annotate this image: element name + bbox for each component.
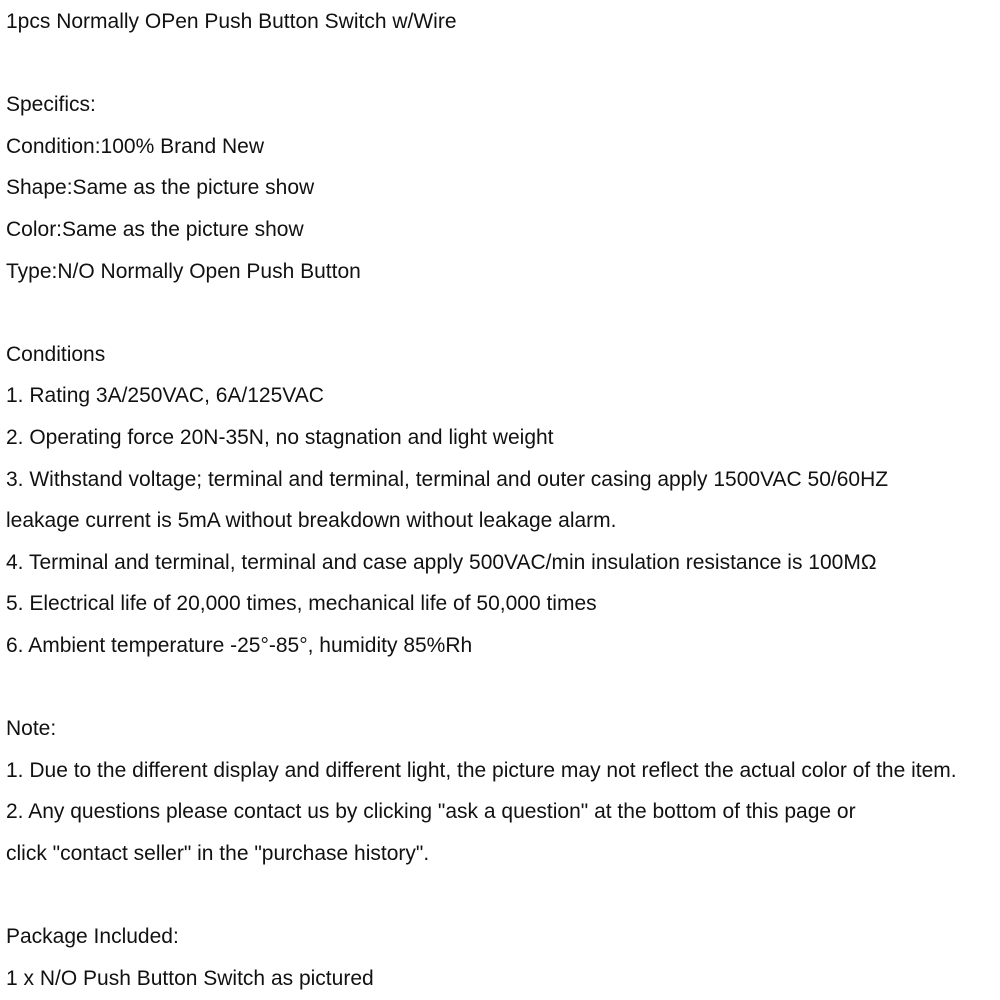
text-line: 5. Electrical life of 20,000 times, mechanical life of 50,000 times	[6, 592, 597, 616]
text-line: leakage current is 5mA without breakdown without leakage alarm.	[6, 509, 617, 533]
text-line: 2. Any questions please contact us by clicking "ask a question" at the bottom of this page or	[6, 800, 856, 824]
text-line: Shape:Same as the picture show	[6, 176, 315, 200]
document-section	[6, 708, 1000, 874]
text-line: Color:Same as the picture show	[6, 217, 304, 241]
text-line: 1. Due to the different display and different light, the picture may not reflect the actual color of the item.	[6, 758, 957, 782]
document-section	[6, 916, 1000, 999]
text-line: 1. Rating 3A/250VAC, 6A/125VAC	[6, 384, 324, 408]
text-line: 4. Terminal and terminal, terminal and case apply 500VAC/min insulation resistance is 100MΩ	[6, 550, 877, 574]
text-line: 1 x N/O Push Button Switch as pictured	[6, 966, 374, 990]
text-line: Condition:100% Brand New	[6, 134, 264, 158]
document-sections	[6, 84, 1000, 999]
section-heading: Specifics:	[6, 93, 96, 117]
text-line: 6. Ambient temperature -25°-85°, humidity 85%Rh	[6, 633, 473, 657]
text-line: 2. Operating force 20N-35N, no stagnation and light weight	[6, 425, 554, 449]
section-heading: Package Included:	[6, 925, 179, 949]
page-title: 1pcs Normally OPen Push Button Switch w/Wire	[6, 10, 457, 33]
section-heading: Conditions	[6, 342, 106, 366]
text-line: Type:N/O Normally Open Push Button	[6, 259, 361, 283]
section-heading: Note:	[6, 717, 57, 741]
text-line: 3. Withstand voltage; terminal and terminal, terminal and outer casing apply 1500VAC 50/60HZ	[6, 467, 889, 491]
document-section	[6, 84, 1000, 292]
text-line: click "contact seller" in the "purchase history".	[6, 841, 430, 865]
document-section	[6, 334, 1000, 667]
